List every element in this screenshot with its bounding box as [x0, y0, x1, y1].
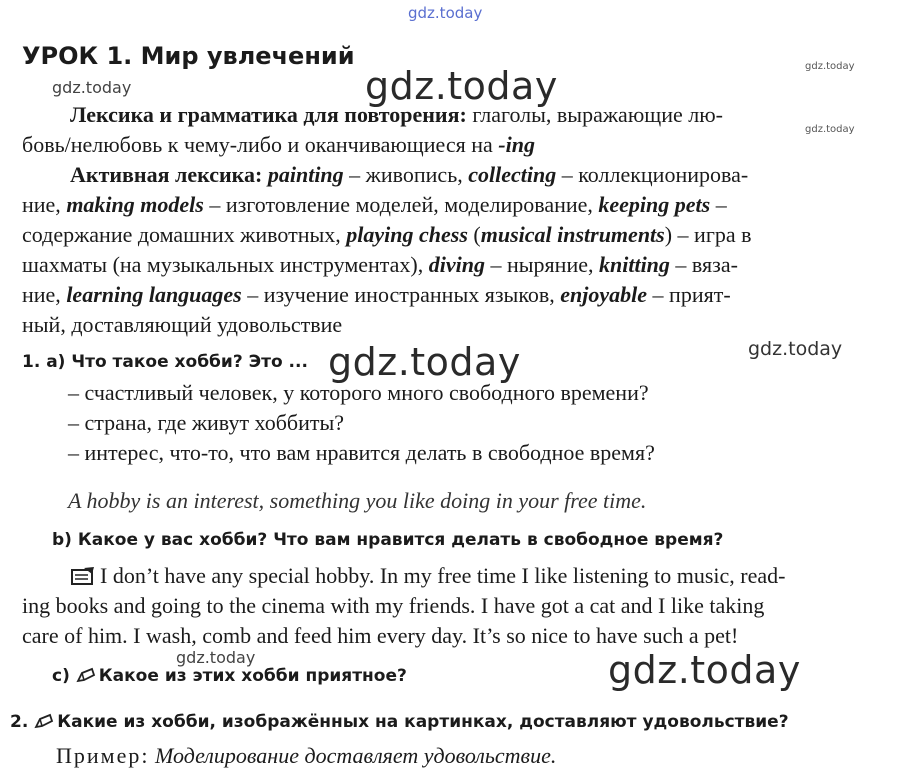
- notebook-icon: [70, 566, 96, 586]
- answer-line-2: ing books and going to the cinema with my friends. I have got a cat and I like taking: [22, 593, 765, 618]
- option-item: – интерес, что-то, что вам нравится делать в свободное время?: [68, 440, 655, 465]
- active-vocab-line-5: ние, learning languages – изучение иностранных языков, enjoyable – прият-: [22, 282, 731, 307]
- active-vocab-label: Активная лексика:: [70, 162, 263, 187]
- review-line-2: бовь/нелюбовь к чему-либо и оканчивающиеся на -ing: [22, 132, 535, 157]
- watermark: gdz.today: [176, 648, 256, 667]
- exercise-1a-answer: A hobby is an interest, something you like doing in your free time.: [68, 488, 647, 513]
- pencil-icon: [76, 667, 96, 683]
- example-label: Пример:: [56, 743, 150, 768]
- option-item: – счастливый человек, у которого много свободного времени?: [68, 380, 649, 405]
- lesson-title: УРОК 1. Мир увлечений: [22, 42, 355, 70]
- example-line: Пример: Моделирование доставляет удовольствие.: [56, 743, 557, 768]
- active-vocab-line-3: содержание домашних животных, playing chess (musical instruments) – игра в: [22, 222, 752, 247]
- exercise-1c-heading: c) Какое из этих хобби приятное?: [52, 666, 407, 686]
- answer-line-1: I don’t have any special hobby. In my free time I like listening to music, read-: [70, 563, 785, 589]
- active-vocab-line-4: шахматы (на музыкальных инструментах), diving – ныряние, knitting – вяза-: [22, 252, 738, 277]
- review-label: Лексика и грамматика для повторения:: [70, 102, 467, 127]
- watermark: gdz.today: [805, 61, 855, 72]
- watermark: gdz.today: [365, 64, 558, 108]
- pencil-icon: [34, 713, 54, 729]
- active-vocab-line-2: ние, making models – изготовление моделей, моделирование, keeping pets –: [22, 192, 727, 217]
- watermark: gdz.today: [748, 338, 843, 360]
- exercise-2-heading: 2. Какие из хобби, изображённых на картинках, доставляют удовольствие?: [10, 712, 789, 732]
- watermark: gdz.today: [805, 124, 855, 135]
- exercise-1b-heading: b) Какое у вас хобби? Что вам нравится делать в свободное время?: [52, 530, 724, 550]
- option-item: – страна, где живут хоббиты?: [68, 410, 345, 435]
- review-line-1: Лексика и грамматика для повторения: глаголы, выражающие лю-: [70, 102, 723, 127]
- active-vocab-line-6: ный, доставляющий удовольствие: [22, 312, 343, 337]
- watermark: gdz.today: [408, 4, 483, 22]
- watermark: gdz.today: [328, 340, 521, 384]
- watermark: gdz.today: [52, 78, 132, 97]
- watermark: gdz.today: [608, 648, 801, 692]
- active-vocab-line-1: Активная лексика: painting – живопись, collecting – коллекционирова-: [70, 162, 749, 187]
- answer-line-3: care of him. I wash, comb and feed him every day. It’s so nice to have such a pet!: [22, 623, 739, 648]
- exercise-1a-heading: 1. a) Что такое хобби? Это ...: [22, 352, 308, 372]
